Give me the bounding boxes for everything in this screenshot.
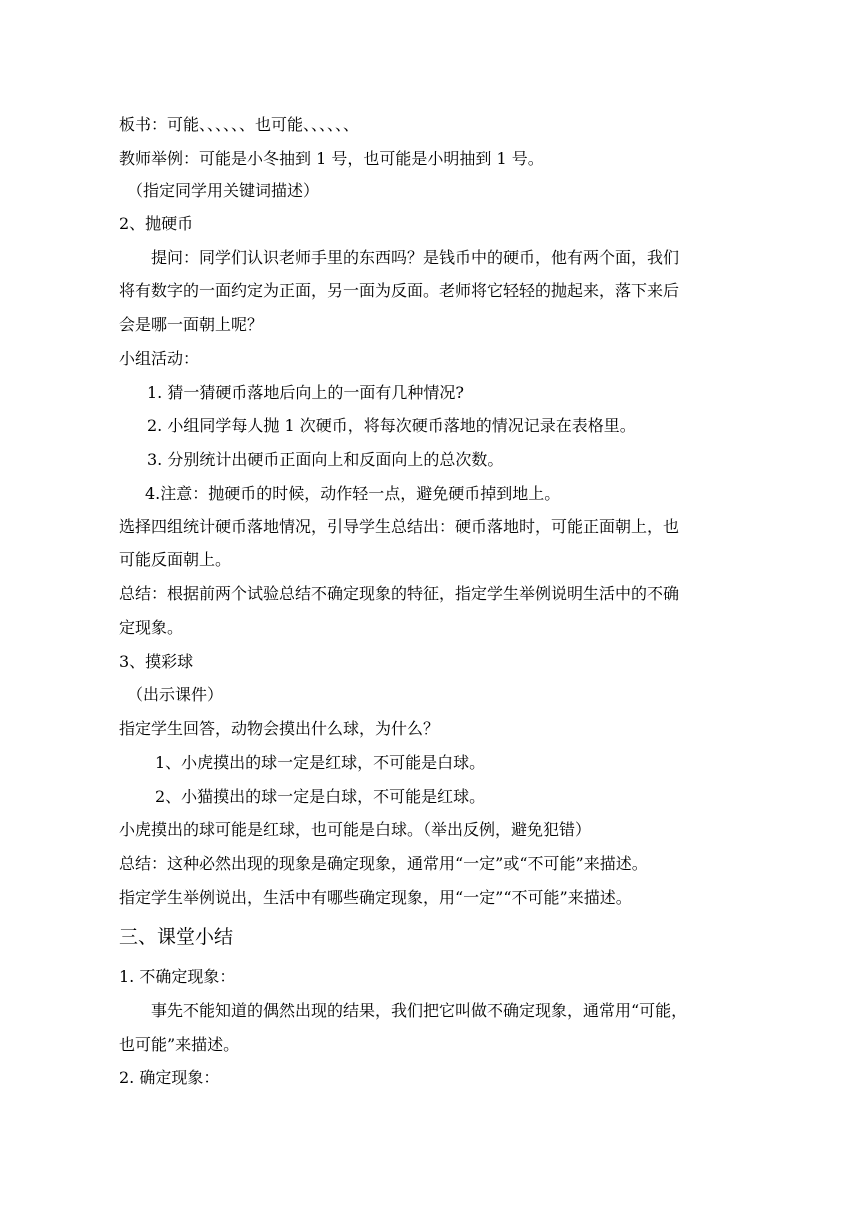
certain-example-line: 指定学生举例说出，生活中有哪些确定现象，用“一定”“不可能”来描述。 [119,888,632,907]
activity-item-3: 3. 分别统计出硬币正面向上和反面向上的总次数。 [147,450,504,469]
uncertain-definition-line-2: 也可能”来描述。 [119,1035,240,1054]
keyword-instruction-line: （指定同学用关键词描述） [127,181,320,200]
counterexample-line: 小虎摸出的球可能是红球，也可能是白球。（举出反例，避免犯错） [119,820,592,839]
show-courseware-line: （出示课件） [127,685,224,704]
question-line-2: 将有数字的一面约定为正面，另一面为反面。老师将它轻轻的抛起来，落下来后 [119,281,680,300]
question-line-1: 提问：同学们认识老师手里的东西吗？是钱币中的硬币，他有两个面，我们 [151,248,680,267]
activity-item-1: 1. 猜一猜硬币落地后向上的一面有几种情况? [147,383,464,402]
coin-summary-line-2: 可能反面朝上。 [119,550,232,569]
student-answer-line: 指定学生回答，动物会摸出什么球，为什么？ [119,719,440,738]
cat-ball-line: 2、小猫摸出的球一定是白球，不可能是红球。 [155,787,486,806]
section-toss-coin-heading: 2、抛硬币 [119,214,194,233]
tiger-ball-line: 1、小虎摸出的球一定是红球，不可能是白球。 [155,753,486,772]
teacher-example-line: 教师举例：可能是小冬抽到 1 号，也可能是小明抽到 1 号。 [119,149,544,168]
activity-item-4: 4.注意：抛硬币的时候，动作轻一点，避免硬币掉到地上。 [145,484,561,503]
certain-definition-label: 2. 确定现象： [119,1068,220,1087]
coin-summary-line-1: 选择四组统计硬币落地情况，引导学生总结出：硬币落地时，可能正面朝上，也 [119,517,680,536]
class-summary-heading: 三、课堂小结 [119,926,234,948]
board-writing-line: 板书：可能、、、、、、也可能、、、、、、 [119,115,360,134]
certain-summary-line: 总结：这种必然出现的现象是确定现象，通常用“一定”或“不可能”来描述。 [119,854,648,873]
uncertain-summary-line-2: 定现象。 [119,618,184,637]
group-activity-label: 小组活动： [119,349,200,368]
uncertain-definition-line-1: 事先不能知道的偶然出现的结果，我们把它叫做不确定现象，通常用“可能， [151,1001,688,1020]
uncertain-summary-line-1: 总结：根据前两个试验总结不确定现象的特征，指定学生举例说明生活中的不确 [119,584,680,603]
question-line-3: 会是哪一面朝上呢？ [119,315,264,334]
uncertain-definition-label: 1. 不确定现象： [119,967,236,986]
section-draw-ball-heading: 3、摸彩球 [119,652,194,671]
activity-item-2: 2. 小组同学每人抛 1 次硬币，将每次硬币落地的情况记录在表格里。 [147,416,636,435]
